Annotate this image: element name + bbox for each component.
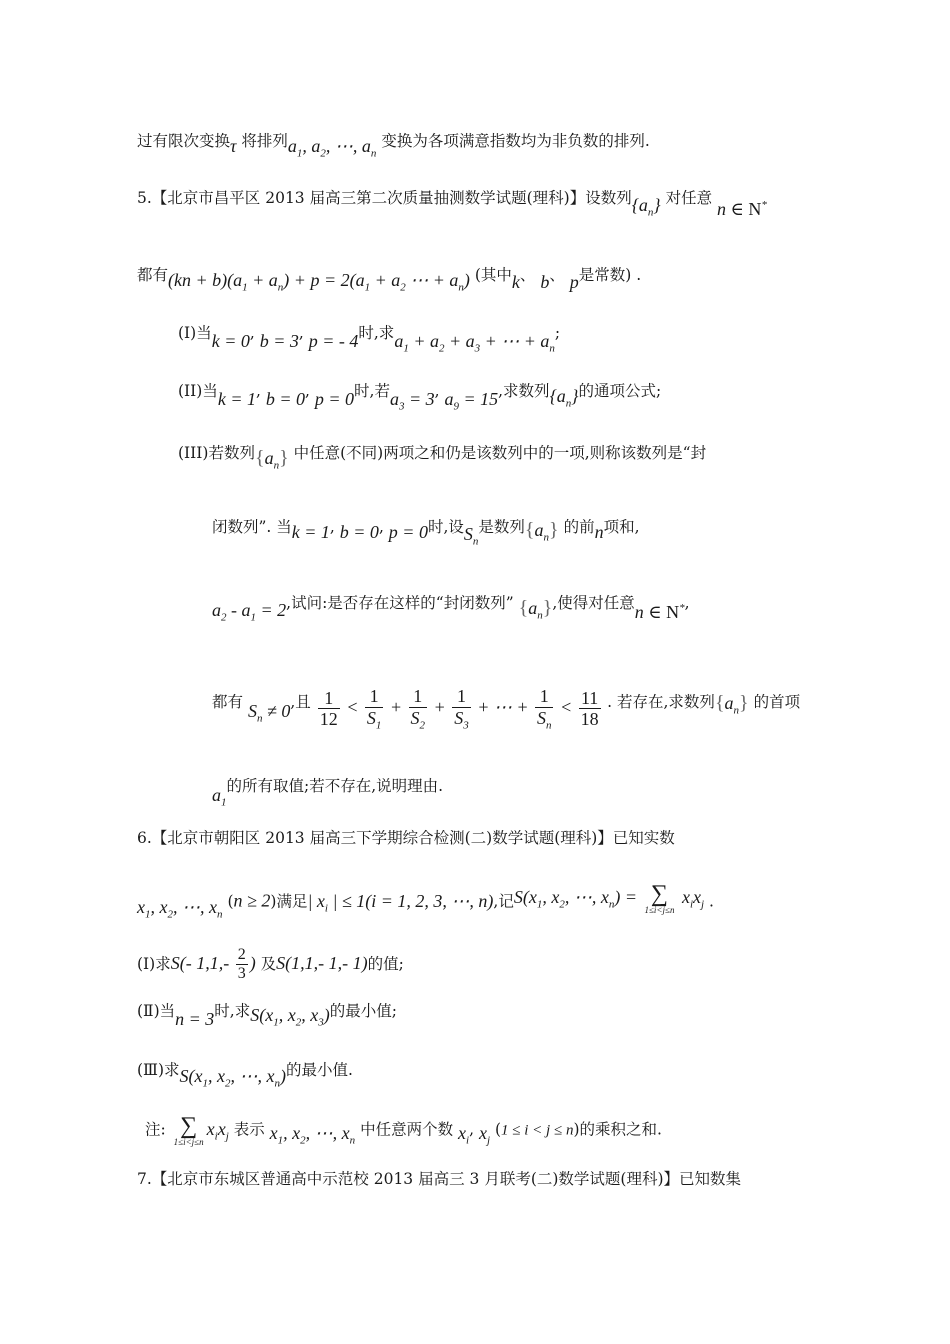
formula-fraction-inequality: $\frac{1}{12}$ < $\frac{1}{S_1}$ + $\frac{1}{S_2}$ + $\frac{1}{S_3}$ + ⋯ + $\frac{1}{S_n}$ < $\frac{11}{18}$ [319,686,599,732]
problem-5-header: 5.【北京市昌平区 2013 届高三第二次质量抽测数学试题(理科)】设数列$\{a_n\}$ 对任意 n ∈ N* [137,189,767,219]
problem-5-part-2: (II)当k = 1, b = 0, p = 0时,若$a_3 = 3$, $a_9 = 15$,求数列$\{a_n\}$的通项公式; [178,382,662,413]
formula-seq-an: $\{a_n\}$ [631,195,661,219]
formula-sum-a: $a_1 + a_2 + a_3$ + ⋯ + $a_n$ [394,331,555,355]
problem-6-header: 6.【北京市朝阳区 2013 届高三下学期综合检测(二)数学试题(理科)】已知实数 [137,829,675,847]
formula-tau: τ [230,136,237,156]
problem-5-condition: 都有$(kn + b)(a_1 + a_n) + p = 2(a_1 + a_2$ ⋯ + $a_n$) (其中k、 b、 p是常数) . [137,266,642,294]
problem-7-source: 【北京市东城区普通高中示范校 2013 届高三 3 月联考(二)数学试题(理科)】 [151,1170,680,1188]
problem-6-part-1: (Ⅰ)求S(- 1,1,- $\frac{2}{3}$ ) 及S(1,1,- 1,- 1)的值; [137,946,404,983]
problem-6-condition: $x_1$, $x_2$, ⋯, $x_n$ (n ≥ 2)满足| $x_i$ | ≤ 1(i = 1, 2, 3, ⋯, n),记$S(x_1$, $x_2$, ⋯, $x_n$) = ∑ 1≤i<j≤n $x_ix_j$ . [137,881,714,921]
problem-7-header: 7.【北京市东城区普通高中示范校 2013 届高三 3 月联考(二)数学试题(理科)】已知数集 [137,1170,742,1188]
formula-n-in-N: n ∈ N* [717,199,767,219]
problem-6-source: 【北京市朝阳区 2013 届高三下学期综合检测(二)数学试题(理科)】 [151,829,613,847]
formula-S-definition: $S(x_1$, $x_2$, ⋯, $x_n$) = ∑ 1≤i<j≤n $x_ix_j$ [513,881,705,915]
problem-5-part-3: (III)若数列$\{a_n\}$ 中任意(不同)两项之和仍是该数列中的一项,则称该数列是“封 [178,444,707,472]
problem-5-part-3-line-4: 都有 $S_n \ne 0$,且 $\frac{1}{12}$ < $\frac{1}{S_1}$ + $\frac{1}{S_2}$ + $\frac{1}{S_3}$ + ⋯ + $\frac{1}{S_n}$ < $\frac{11}{18}$ . 若存在,求数列$\{a_n\}$ 的首项 [212,686,801,732]
problem-5-part-3-line-5: $a_1$的所有取值;若不存在,说明理由. [212,777,444,809]
formula-condition: $(kn + b)(a_1 + a_n) + p = 2(a_1 + a_2$ ⋯ + $a_n$) [168,270,470,294]
problem-5-part-3-line-2: 闭数列”. 当k = 1, b = 0, p = 0时,设$S_n$是数列$\{a_n\}$ 的前n项和, [212,518,640,548]
problem-5-source: 【北京市昌平区 2013 届高三第二次质量抽测数学试题(理科)】 [151,189,586,207]
problem-6-part-3: (Ⅲ)求$S(x_1$, $x_2$, ⋯, $x_n$)的最小值. [137,1061,353,1090]
problem-5-part-1: (I)当k = 0, b = 3, p = - 4时,求$a_1 + a_2 + a_3$ + ⋯ + $a_n$; [178,324,561,355]
formula-permutation: $a_1$, $a_2$, ⋯, $a_n$ [287,136,377,160]
problem-6-note: 注: ∑ 1≤i<j≤n $x_ix_j$ 表示 $x_1$, $x_2$, ⋯, $x_n$ 中任意两个数 $x_i$, $x_j$ (1 ≤ i < j ≤ n)的乘积之和. [145,1113,662,1147]
text-line-1: 过有限次变换τ 将排列$a_1$, $a_2$, ⋯, $a_n$ 变换为各项满意指数均为非负数的排列. [137,132,650,160]
problem-6-part-2: (Ⅱ)当n = 3时,求$S(x_1$, $x_2$, $x_3$)的最小值; [137,1002,397,1029]
problem-5-part-3-line-3: $a_2 - a_1 = 2$,试问:是否存在这样的“封闭数列” $\{a_n\}$,使得对任意n ∈ N*, [212,594,690,624]
